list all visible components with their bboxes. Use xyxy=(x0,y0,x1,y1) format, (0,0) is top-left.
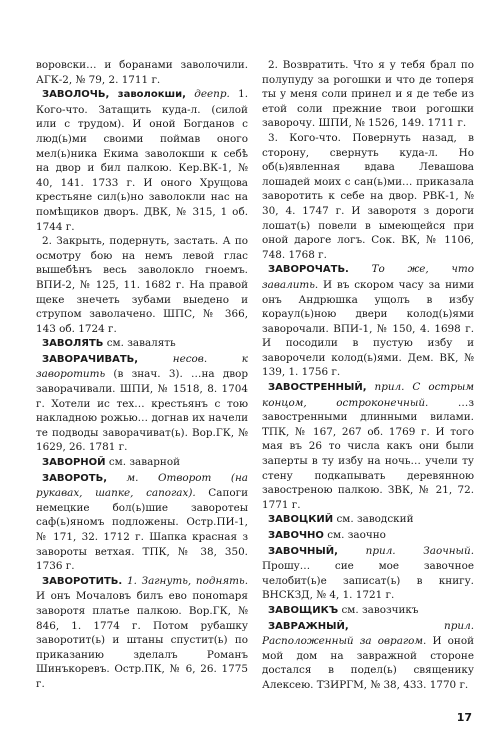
entry-headword: ЗАВОРОТЬ, xyxy=(42,472,108,484)
dictionary-entry xyxy=(36,455,248,471)
entry-text: 2. Закрыть, подернуть, застать. А по осмотру бою на немъ левой глас вышебѣнъ весь заволокло гноемъ. ВПИ-2, № 125, 11. 1682 г. На правой щеке знечеть зубами выедено и струпом заволачено. ШПС, № 366, 143 об. 1724 г. xyxy=(36,235,248,335)
entry-grammar: деепр. xyxy=(185,88,230,101)
dictionary-entry xyxy=(262,512,474,528)
entry-text: см. заводский xyxy=(333,513,414,526)
entry-grammar: То же, что завалить. xyxy=(262,263,474,291)
entry-text: см. заочно xyxy=(323,529,386,541)
dictionary-entry xyxy=(36,58,248,87)
entry-headword: ЗАВОЩИКЪ xyxy=(268,604,339,616)
entry-grammar: 1. Загнуть, поднять. xyxy=(122,574,248,587)
entry-headword: ЗАВОРОТИТЬ. xyxy=(42,575,123,587)
dictionary-entry xyxy=(36,234,248,336)
entry-text: см. завалять xyxy=(103,337,176,350)
dictionary-entry xyxy=(262,131,474,262)
dictionary-entry xyxy=(262,380,474,512)
entry-text: И въ скором часу за ними онъ Андрюшка ущолъ в избу кораул(ь)ною двери колод(ь)ями заворочали. ВПИ-1, № 150, 4. 1698 г. И посодили в пустую избу и заворочели колод(ь)ями. Дем. ВК, № 139, 1. 1756 г. xyxy=(262,278,474,379)
dictionary-entry xyxy=(36,352,248,455)
entry-headword: ЗАВОЛЯТЬ xyxy=(42,338,104,350)
entry-text: см. завозчикъ xyxy=(338,603,419,616)
dictionary-entry xyxy=(262,619,474,693)
entry-text: И оной мой дом на завражной стороне достался в подел(ь) священику Алексею. ТЗИРГМ, № 38, 433. 1770 г. xyxy=(262,635,475,691)
entry-grammar: м. Отворот (на рукавах, шапке, сапогах). xyxy=(36,471,248,500)
entry-grammar: прил. Заочный. xyxy=(337,544,474,557)
entry-text: см. заварной xyxy=(105,456,181,469)
entry-grammar: прил. С острым концом, остроконечный. xyxy=(262,381,474,409)
entry-text: Сапоги немецкие бол(ь)шие заворотеы саф(ь)яномъ подложены. Остр.ПИ-1, № 171, 32. 1712 г. Шапка красная з завороты ветхая. ТПК, № 38, 350. 1736 г. xyxy=(36,487,248,573)
entry-headword: ЗАВОЧНЫЙ, xyxy=(268,545,338,557)
dictionary-entry xyxy=(262,544,474,603)
dictionary-entry xyxy=(262,58,474,131)
dictionary-entry xyxy=(36,471,248,574)
entry-grammar: несов. к заворотить xyxy=(36,352,248,381)
entry-text: …з завостренными длинными вилами. ТПК, № 167, 267 об. 1769 г. И того мая въ 26 то числа какъ они были заперты в ту избу на ночь… учели ту стену подкапывать деревянною завостреною палкою. ЗВК, № 21, 72. 1771 г. xyxy=(262,396,474,511)
entry-headword: ЗАВОРОЧАТЬ. xyxy=(268,264,349,276)
dictionary-page xyxy=(36,58,476,698)
entry-headword: ЗАВОЦКИЙ xyxy=(268,514,334,526)
dictionary-entry xyxy=(262,528,474,544)
right-column xyxy=(262,58,474,693)
entry-headword: ЗАВОРАЧИВАТЬ, xyxy=(42,353,139,365)
entry-text: Прошу… сие мое завочное челобит(ь)е записат(ь) в книгу. ВНСКЗД, № 4, 1. 1721 г. xyxy=(262,560,474,602)
entry-text: 2. Возвратить. Что я у тебя брал по полупуду за рогошки и что де топеря ты у меня соли принел и я де тебе из етой соли прежние твои рогошки заворочу. ШПИ, № 1526, 149. 1711 г. xyxy=(262,59,474,130)
entry-text: (в знач. 3). …на двор заворачивали. ШПИ, № 1518, 8. 1704 г. Хотели ис тех… крестьянъ с тою накладною рожью… догнав их начели те подводы заворачиват(ь). Вор.ГК, № 1629, 26. 1781 г. xyxy=(36,368,248,454)
page-number: 17 xyxy=(456,711,472,724)
entry-headword: ЗАВОЧНО xyxy=(268,530,324,541)
entry-text: И онъ Мочаловъ билъ ево поноmаря заворотя платье палкою. Вор.ГК, № 846, 1. 1774 г. Потом рубашку заворотит(ь) и штаны спустит(ь) по приказанию зделалъ Романъ Шинъкоревъ. Остр.ПК, № 6, 26. 1775 г. xyxy=(36,590,248,690)
dictionary-entry xyxy=(36,87,248,234)
entry-headword: ЗАВОРНОЙ xyxy=(42,457,106,469)
left-column xyxy=(36,58,248,692)
entry-text: 1. Кого-что. Затащить куда-л. (силой или с трудом). И оной Богданов с люд(ь)ми своими поймав оного мел(ь)ника Екима заволокши к себѣ на двор и бил палкою. Кер.ВК-1, № 40, 141. 1733 г. И оного Хрущова крестьяне сил(ь)но заволокли нас на помѣщиков дворъ. ДВК, № 315, 1 об. 1744 г. xyxy=(36,88,249,233)
entry-headword: ЗАВОСТРЕННЫЙ, xyxy=(268,382,367,394)
dictionary-entry xyxy=(262,603,474,619)
entry-headword: ЗАВОЛОЧЬ, заволокши, xyxy=(42,89,186,101)
entry-headword: ЗАВРАЖНЫЙ, xyxy=(268,620,349,632)
dictionary-entry xyxy=(262,262,474,380)
dictionary-entry xyxy=(36,574,248,692)
entry-text: 3. Кого-что. Повернуть назад, в сторону, свернуть куда-л. Но об(ь)явленная вдава Левашова лошадей моих с сан(ь)ми… приказала заворотить к себе на двор. РВК-1, № 30, 4. 1747 г. И заворотя з дороги лошат(ь) повели в ымеющейся при оной дароге логъ. Сок. ВК, № 1106, 748. 1768 г. xyxy=(262,131,474,261)
dictionary-entry xyxy=(36,336,248,352)
entry-grammar: прил. Расположенный за оврагом. xyxy=(262,619,474,648)
entry-text: воровски… и боранами заволочили. АГК-2, № 79, 2. 1711 г. xyxy=(36,59,248,86)
